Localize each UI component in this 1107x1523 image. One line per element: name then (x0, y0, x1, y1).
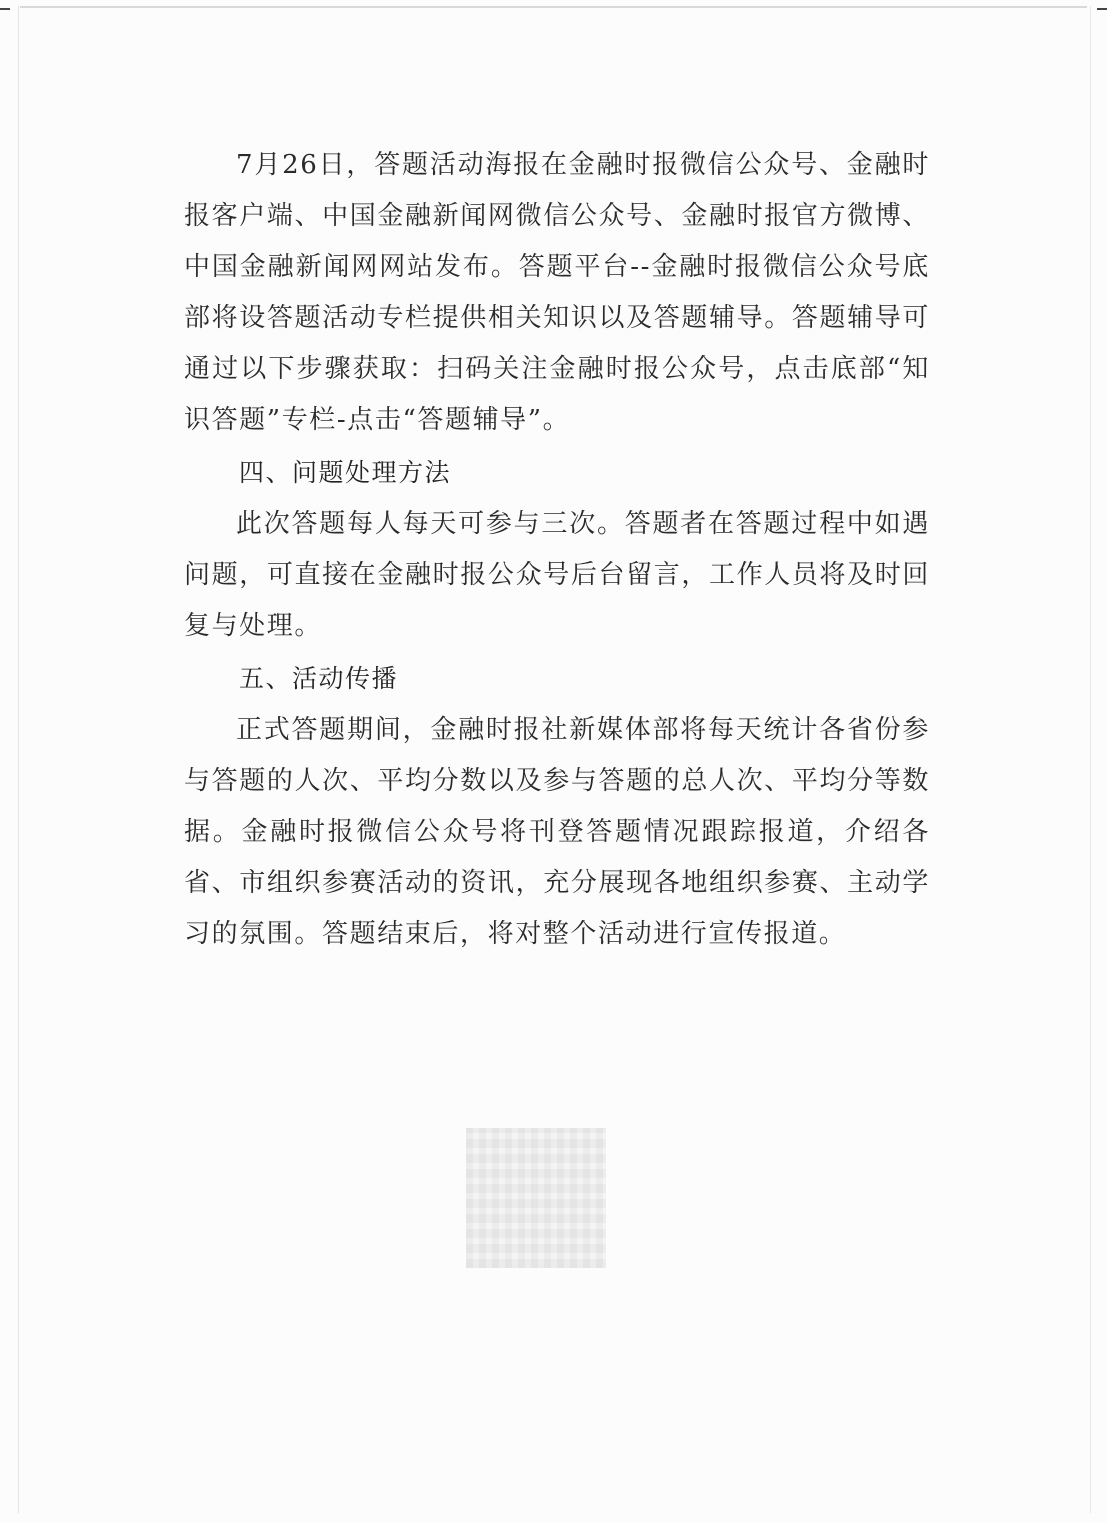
heading-activity-promotion: 五、活动传播 (239, 664, 399, 693)
corner-mark-left (0, 8, 10, 10)
scan-edge-left (18, 6, 19, 1513)
corner-mark-right (1097, 8, 1107, 10)
scan-edge-right (1090, 6, 1091, 1513)
heading-issue-handling: 四、问题处理方法 (239, 458, 452, 487)
paragraph-activity-promotion: 正式答题期间，金融时报社新媒体部将每天统计各省份参与答题的人次、平均分数以及参与答题的总人次、平均分等数据。金融时报微信公众号将刊登答题情况跟踪报道，介绍各省、市组织参赛活动的资讯，充分展现各地组织参赛、主动学习的氛围。答题结束后，将对整个活动进行宣传报道。 (184, 715, 930, 949)
bleed-through-qr-shadow (466, 1128, 606, 1268)
scan-edge-top (20, 6, 1087, 8)
document-body (184, 140, 930, 960)
paragraph-publishing: 7月26日，答题活动海报在金融时报微信公众号、金融时报客户端、中国金融新闻网微信公众号、金融时报官方微博、中国金融新闻网网站发布。答题平台--金融时报微信公众号底部将设答题活动专栏提供相关知识以及答题辅导。答题辅导可通过以下步骤获取：扫码关注金融时报公众号，点击底部“知识答题”专栏-点击“答题辅导”。 (184, 150, 930, 435)
paragraph-issue-handling: 此次答题每人每天可参与三次。答题者在答题过程中如遇问题，可直接在金融时报公众号后台留言，工作人员将及时回复与处理。 (184, 509, 930, 641)
